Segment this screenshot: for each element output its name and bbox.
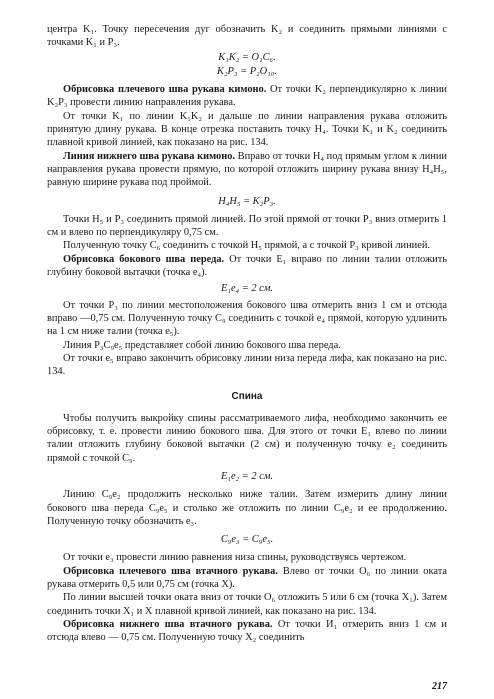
paragraph: центра K₁. Точку пересечения дуг обозначить K₂ и соединить прямыми линиями с точками K₁ и P₃. <box>47 24 447 49</box>
paragraph: По линии высшей точки оката вниз от точки O₆ отложить 5 или 6 см (точка X₁). Затем соединить точки X₁ и X плавной кривой линией, как показано на рис. 134. <box>47 592 447 617</box>
run-in-heading: Обрисовка плечевого шва рукава кимоно. <box>63 84 267 96</box>
run-in-heading: Обрисовка плечевого шва втачного рукава. <box>63 565 278 577</box>
paragraph: Обрисовка бокового шва переда. От точки E₁ вправо по линии талии отложить глубину боковой вытачки (точка e₄). <box>47 253 448 279</box>
paragraph: Обрисовка нижнего шва втачного рукава. От точки И₁ отмерить вниз 1 см и отсюда влево — 0,75 см. Полученную точку X₂ соединить <box>47 618 447 644</box>
paragraph: Полученную точку C₆ соединить с точкой H₅ прямой, а с точкой P₃ кривой линией. <box>63 240 431 252</box>
run-in-heading: Линия нижнего шва рукава кимоно. <box>63 150 235 162</box>
formula: E₁e₂ = 2 см. <box>220 470 274 482</box>
paragraph: Линия нижнего шва рукава кимоно. Вправо от точки H₄ под прямым углом к линии направления рукава провести прямую, по которой отложить ширину рукава внизу H₄H₅, равную ширине рукава под проймой. <box>47 150 447 189</box>
paragraph: От точки e₃ провести линию равнения низа спины, руководствуясь чертежом. <box>63 552 407 564</box>
formula: H₄H₅ = K₂P₃. <box>218 195 276 207</box>
page-number: 217 <box>432 681 447 692</box>
paragraph: От точки K₁ по линии K₁K₂ и дальше по линии направления рукава отложить принятую длину рукава. В конце отрезка поставить точку H₄. Точки K₁ и K₂ соединить плавной кривой линией, как показано на рис. 134. <box>47 110 447 149</box>
paragraph: Линию C₉e₂ продолжить несколько ниже талии. Затем измерить длину линии бокового шва переда C₉e₅ и столько же отложить по линии C₉e₂ и ее продолжению. Полученную точку обозначить e₃. <box>47 489 447 527</box>
paragraph: Обрисовка плечевого шва рукава кимоно. От точки K₂ перпендикулярно к линии K₂P₃ провести линию направления рукава. <box>47 84 447 109</box>
paragraph: Линия P₃C₉e₅ представляет собой линию бокового шва переда. <box>63 339 341 351</box>
formula: E₁e₄ = 2 см. <box>220 283 274 295</box>
formula: K₂P₃ = P₂O₁₀. <box>217 65 277 77</box>
paragraph: Обрисовка плечевого шва втачного рукава. Влево от точки O₆ по линии оката рукава отмерить 0,5 или 0,75 см (точка X). <box>47 565 447 590</box>
formula: K₁K₂ = O₁C₆. <box>218 51 276 63</box>
formula: C₉e₃ = C₉e₅. <box>220 534 274 546</box>
run-in-heading: Обрисовка нижнего шва втачного рукава. <box>63 618 273 630</box>
paragraph: Чтобы получить выкройку спины рассматриваемого лифа, необходимо закончить ее обрисовку, т. е. провести линию бокового шва. Для этого от точки E₁ влево по линии талии отложить глубину боковой вытачки (2 см) и полученную точку e₂ соединить прямой с точкой C₉. <box>47 412 447 464</box>
section-heading: Спина <box>231 391 263 403</box>
paragraph: От точки P₃ по линии местоположения бокового шва отмерить вниз 1 см и отсюда вправо —0,75 см. Полученную точку C₉ соединить с точкой e₄ прямой, которую удлинить на 1 см ниже талии (точка e₅). <box>47 299 447 338</box>
paragraph: Точки H₅ и P₃ соединить прямой линией. По этой прямой от точки P₃ вниз отмерить 1 см и влево по перпендикуляру 0,75 см. <box>47 213 447 239</box>
paragraph: От точки e₅ вправо закончить обрисовку линии низа переда лифа, как показано на рис. 134. <box>47 352 447 378</box>
run-in-heading: Обрисовка бокового шва переда. <box>63 253 225 265</box>
page-text <box>47 23 447 644</box>
